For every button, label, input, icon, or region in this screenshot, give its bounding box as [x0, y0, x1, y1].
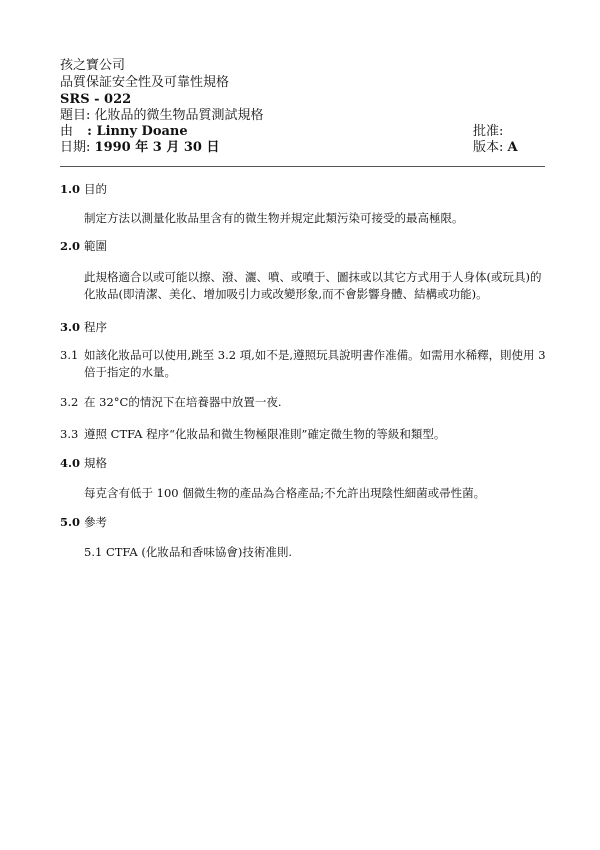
date-row — [60, 140, 219, 156]
section-title: 程序 — [84, 320, 107, 334]
author-name: : Linny Doane — [87, 124, 188, 139]
subsection-number: 3.3 — [60, 427, 79, 441]
section-title: 規格 — [84, 456, 107, 470]
date-label: 日期: — [60, 140, 91, 155]
section-title: 目的 — [84, 182, 107, 196]
date-value: 1990 年 3 月 30 日 — [94, 140, 220, 155]
reference-item: 5.1 CTFA (化妝品和香味協會)技術准則. — [84, 545, 292, 559]
section-number: 3.0 — [60, 320, 81, 334]
section-number: 1.0 — [60, 182, 81, 196]
subsection-number: 3.1 — [60, 348, 79, 362]
section-paragraph: 此規格適合以或可能以擦、潑、灑、噴、或噴于、圖抹或以其它方式用于人身体(或玩具)的化妝品(即清潔、美化、增加吸引力或改變形象,而不會影響身體、結構或功能)。 — [84, 270, 542, 301]
subsection-number: 3.2 — [60, 395, 79, 409]
version-row — [473, 140, 518, 156]
author-row — [60, 124, 188, 140]
subject-row — [60, 108, 264, 124]
document-series: 品質保証安全性及可靠性規格 — [60, 75, 230, 90]
company-name: 孩之寶公司 — [60, 58, 126, 73]
section-title: 參考 — [84, 515, 107, 529]
section-number: 4.0 — [60, 456, 81, 470]
section-title: 範圍 — [84, 239, 107, 253]
section-paragraph: 每克含有低于 100 個微生物的產品為合格產品;不允許出現陰性細菌或帚性菌。 — [84, 486, 486, 500]
subject-text: 化妝品的微生物品質測試規格 — [94, 108, 264, 123]
version-value: A — [507, 140, 518, 155]
author-label: 由 — [60, 124, 74, 139]
version-label: 版本: — [473, 140, 504, 155]
document-number: SRS - 022 — [60, 92, 132, 107]
header-divider — [60, 166, 545, 167]
section-number: 2.0 — [60, 239, 81, 253]
subject-label: 題目: — [60, 108, 91, 123]
section-number: 5.0 — [60, 515, 81, 529]
section-paragraph: 制定方法以測量化妝品里含有的微生物并規定此類污染可接受的最高極限。 — [84, 211, 464, 225]
approval-label: 批准: — [473, 124, 504, 139]
subsection-text: 遵照 CTFA 程序“化妝品和微生物極限准則”確定微生物的等級和類型。 — [84, 427, 446, 441]
subsection-text: 在 32°C的情況下在培養器中放置一夜. — [84, 395, 282, 409]
subsection-text: 如該化妝品可以使用,跳至 3.2 項,如不是,遵照玩具說明書作准備。如需用水稀釋，則使用 3 倍于指定的水量。 — [84, 348, 546, 379]
